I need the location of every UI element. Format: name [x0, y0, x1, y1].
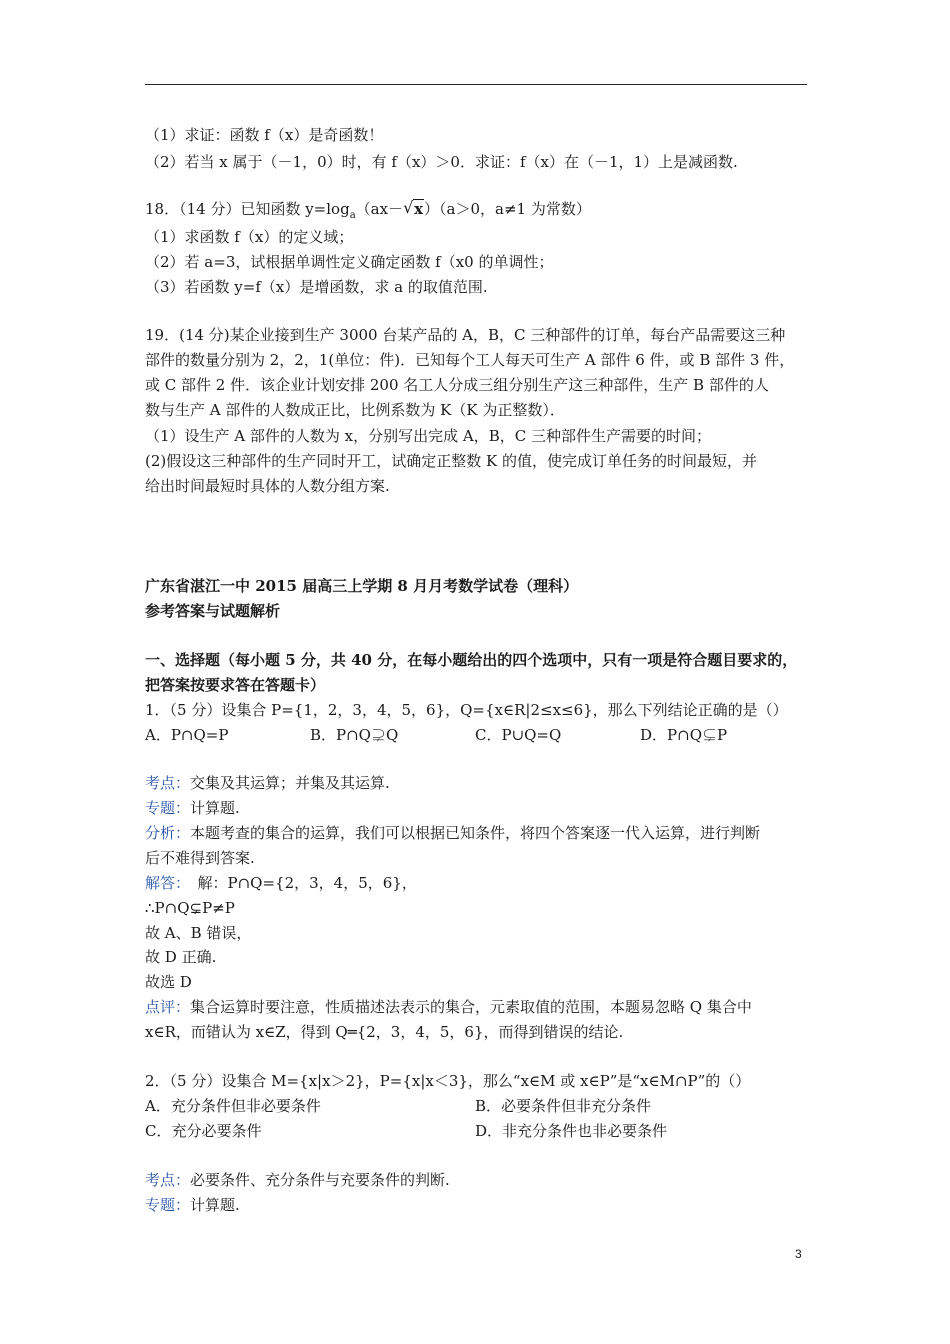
p2-option-d: D．非充分条件也非必要条件 [475, 1122, 668, 1140]
q17-part1: （1）求证：函数 f（x）是奇函数！ [145, 126, 384, 144]
q19-line4: 数与生产 A 部件的人数成正比，比例系数为 K（K 为正整数）． [145, 401, 565, 419]
q19-line5: （1）设生产 A 部件的人数为 x，分别写出完成 A，B，C 三种部件生产需要的时间； [145, 427, 712, 445]
kaodian-label: 考点： [145, 1171, 191, 1189]
q18-head-pre: 18．（14 分）已知函数 y=log [145, 200, 350, 218]
zhuanti-label: 专题： [145, 799, 191, 817]
zhuanti-label: 专题： [145, 1196, 191, 1214]
q19-line6: (2)假设这三种部件的生产同时开工，试确定正整数 K 的值，使完成订单任务的时间最短，并 [145, 452, 757, 470]
sqrt-symbol [403, 199, 424, 219]
p1-jieda-4: 故 D 正确. [145, 948, 217, 966]
p2-kaodian [145, 1170, 450, 1190]
p1-option-a: A．P∩Q=P [145, 726, 229, 744]
p1-fenxi-cont: 后不难得到答案. [145, 849, 255, 867]
section-heading-line2: 把答案按要求答在答题卡） [145, 676, 326, 694]
document-subtitle: 参考答案与试题解析 [145, 602, 281, 620]
p2-question: 2．（5 分）设集合 M={x|x＞2}，P={x|x＜3}，那么“x∈M 或 x∈P”是“x∈M∩P”的（） [145, 1072, 751, 1090]
q18-question [145, 199, 591, 226]
jieda-label: 解答： [145, 874, 183, 892]
kaodian-text: 必要条件、充分条件与充要条件的判断. [190, 1171, 450, 1189]
q19-line1: 19．(14 分)某企业接到生产 3000 台某产品的 A，B，C 三种部件的订单，每台产品需要这三种 [145, 326, 786, 344]
zhuanti-text: 计算题. [190, 1196, 240, 1214]
p2-zhuanti [145, 1195, 240, 1215]
p1-option-c: C．P∪Q=Q [475, 726, 562, 744]
header-rule [145, 84, 807, 85]
p1-zhuanti [145, 798, 240, 818]
kaodian-label: 考点： [145, 774, 191, 792]
p1-dianping [145, 997, 752, 1017]
p1-jieda [145, 873, 417, 893]
q19-line7: 给出时间最短时具体的人数分组方案. [145, 477, 390, 495]
p1-fenxi [145, 823, 760, 843]
q18-part3: （3）若函数 y=f（x）是增函数，求 a 的取值范围. [145, 278, 488, 296]
p1-jieda-3: 故 A、B 错误， [145, 924, 252, 942]
fenxi-text: 本题考查的集合的运算，我们可以根据已知条件，将四个答案逐一代入运算，进行判断 [190, 824, 761, 842]
p2-option-a: A．充分条件但非必要条件 [145, 1097, 321, 1115]
q18-log-base: a [349, 210, 356, 221]
q18-sqrt-arg: x [414, 200, 424, 218]
document-title: 广东省湛江一中 2015 届高三上学期 8 月月考数学试卷（理科） [145, 577, 579, 595]
jieda-text: 解：P∩Q={2，3，4，5，6}， [182, 874, 417, 892]
q18-part2: （2）若 a=3，试根据单调性定义确定函数 f（x0 的单调性； [145, 253, 554, 271]
q18-part1: （1）求函数 f（x）的定义域； [145, 228, 354, 246]
p1-question: 1．（5 分）设集合 P={1，2，3，4，5，6}，Q={x∈R|2≤x≤6}，那么下列结论正确的是（） [145, 701, 788, 719]
q19-line2: 部件的数量分别为 2，2，1(单位：件)．已知每个工人每天可生产 A 部件 6 件，或 B 部件 3 件， [145, 351, 795, 369]
p1-jieda-2: ∴P∩Q⊊P≠P [145, 899, 235, 917]
q19-line3: 或 C 部件 2 件．该企业计划安排 200 名工人分成三组分别生产这三种部件，生产 B 部件的人 [145, 376, 769, 394]
section-heading-line1: 一、选择题（每小题 5 分，共 40 分，在每小题给出的四个选项中，只有一项是符合题目要求的， [145, 651, 798, 669]
zhuanti-text: 计算题. [190, 799, 240, 817]
page-number: 3 [795, 1247, 802, 1261]
dianping-text: 集合运算时要注意，性质描述法表示的集合，元素取值的范围，本题易忽略 Q 集合中 [190, 998, 752, 1016]
p1-jieda-5: 故选 D [145, 973, 192, 991]
q18-head-mid: （ax－ [355, 200, 404, 218]
p1-option-d: D．P∩Q⊊P [640, 726, 728, 744]
q17-part2: （2）若当 x 属于（－1，0）时，有 f（x）＞0．求证：f（x）在（－1，1）上是减函数. [145, 153, 738, 171]
p1-kaodian [145, 773, 390, 793]
p1-option-b: B．P∩Q⊋Q [310, 726, 399, 744]
dianping-label: 点评： [145, 998, 191, 1016]
q18-head-post: ）（a＞0，a≠1 为常数） [424, 200, 591, 218]
fenxi-label: 分析： [145, 824, 191, 842]
p1-dianping-cont: x∈R，而错认为 x∈Z，得到 Q═{2，3，4，5，6}，而得到错误的结论. [145, 1023, 624, 1041]
p2-option-b: B．必要条件但非充分条件 [475, 1097, 652, 1115]
p2-option-c: C．充分必要条件 [145, 1122, 262, 1140]
kaodian-text: 交集及其运算；并集及其运算. [190, 774, 390, 792]
